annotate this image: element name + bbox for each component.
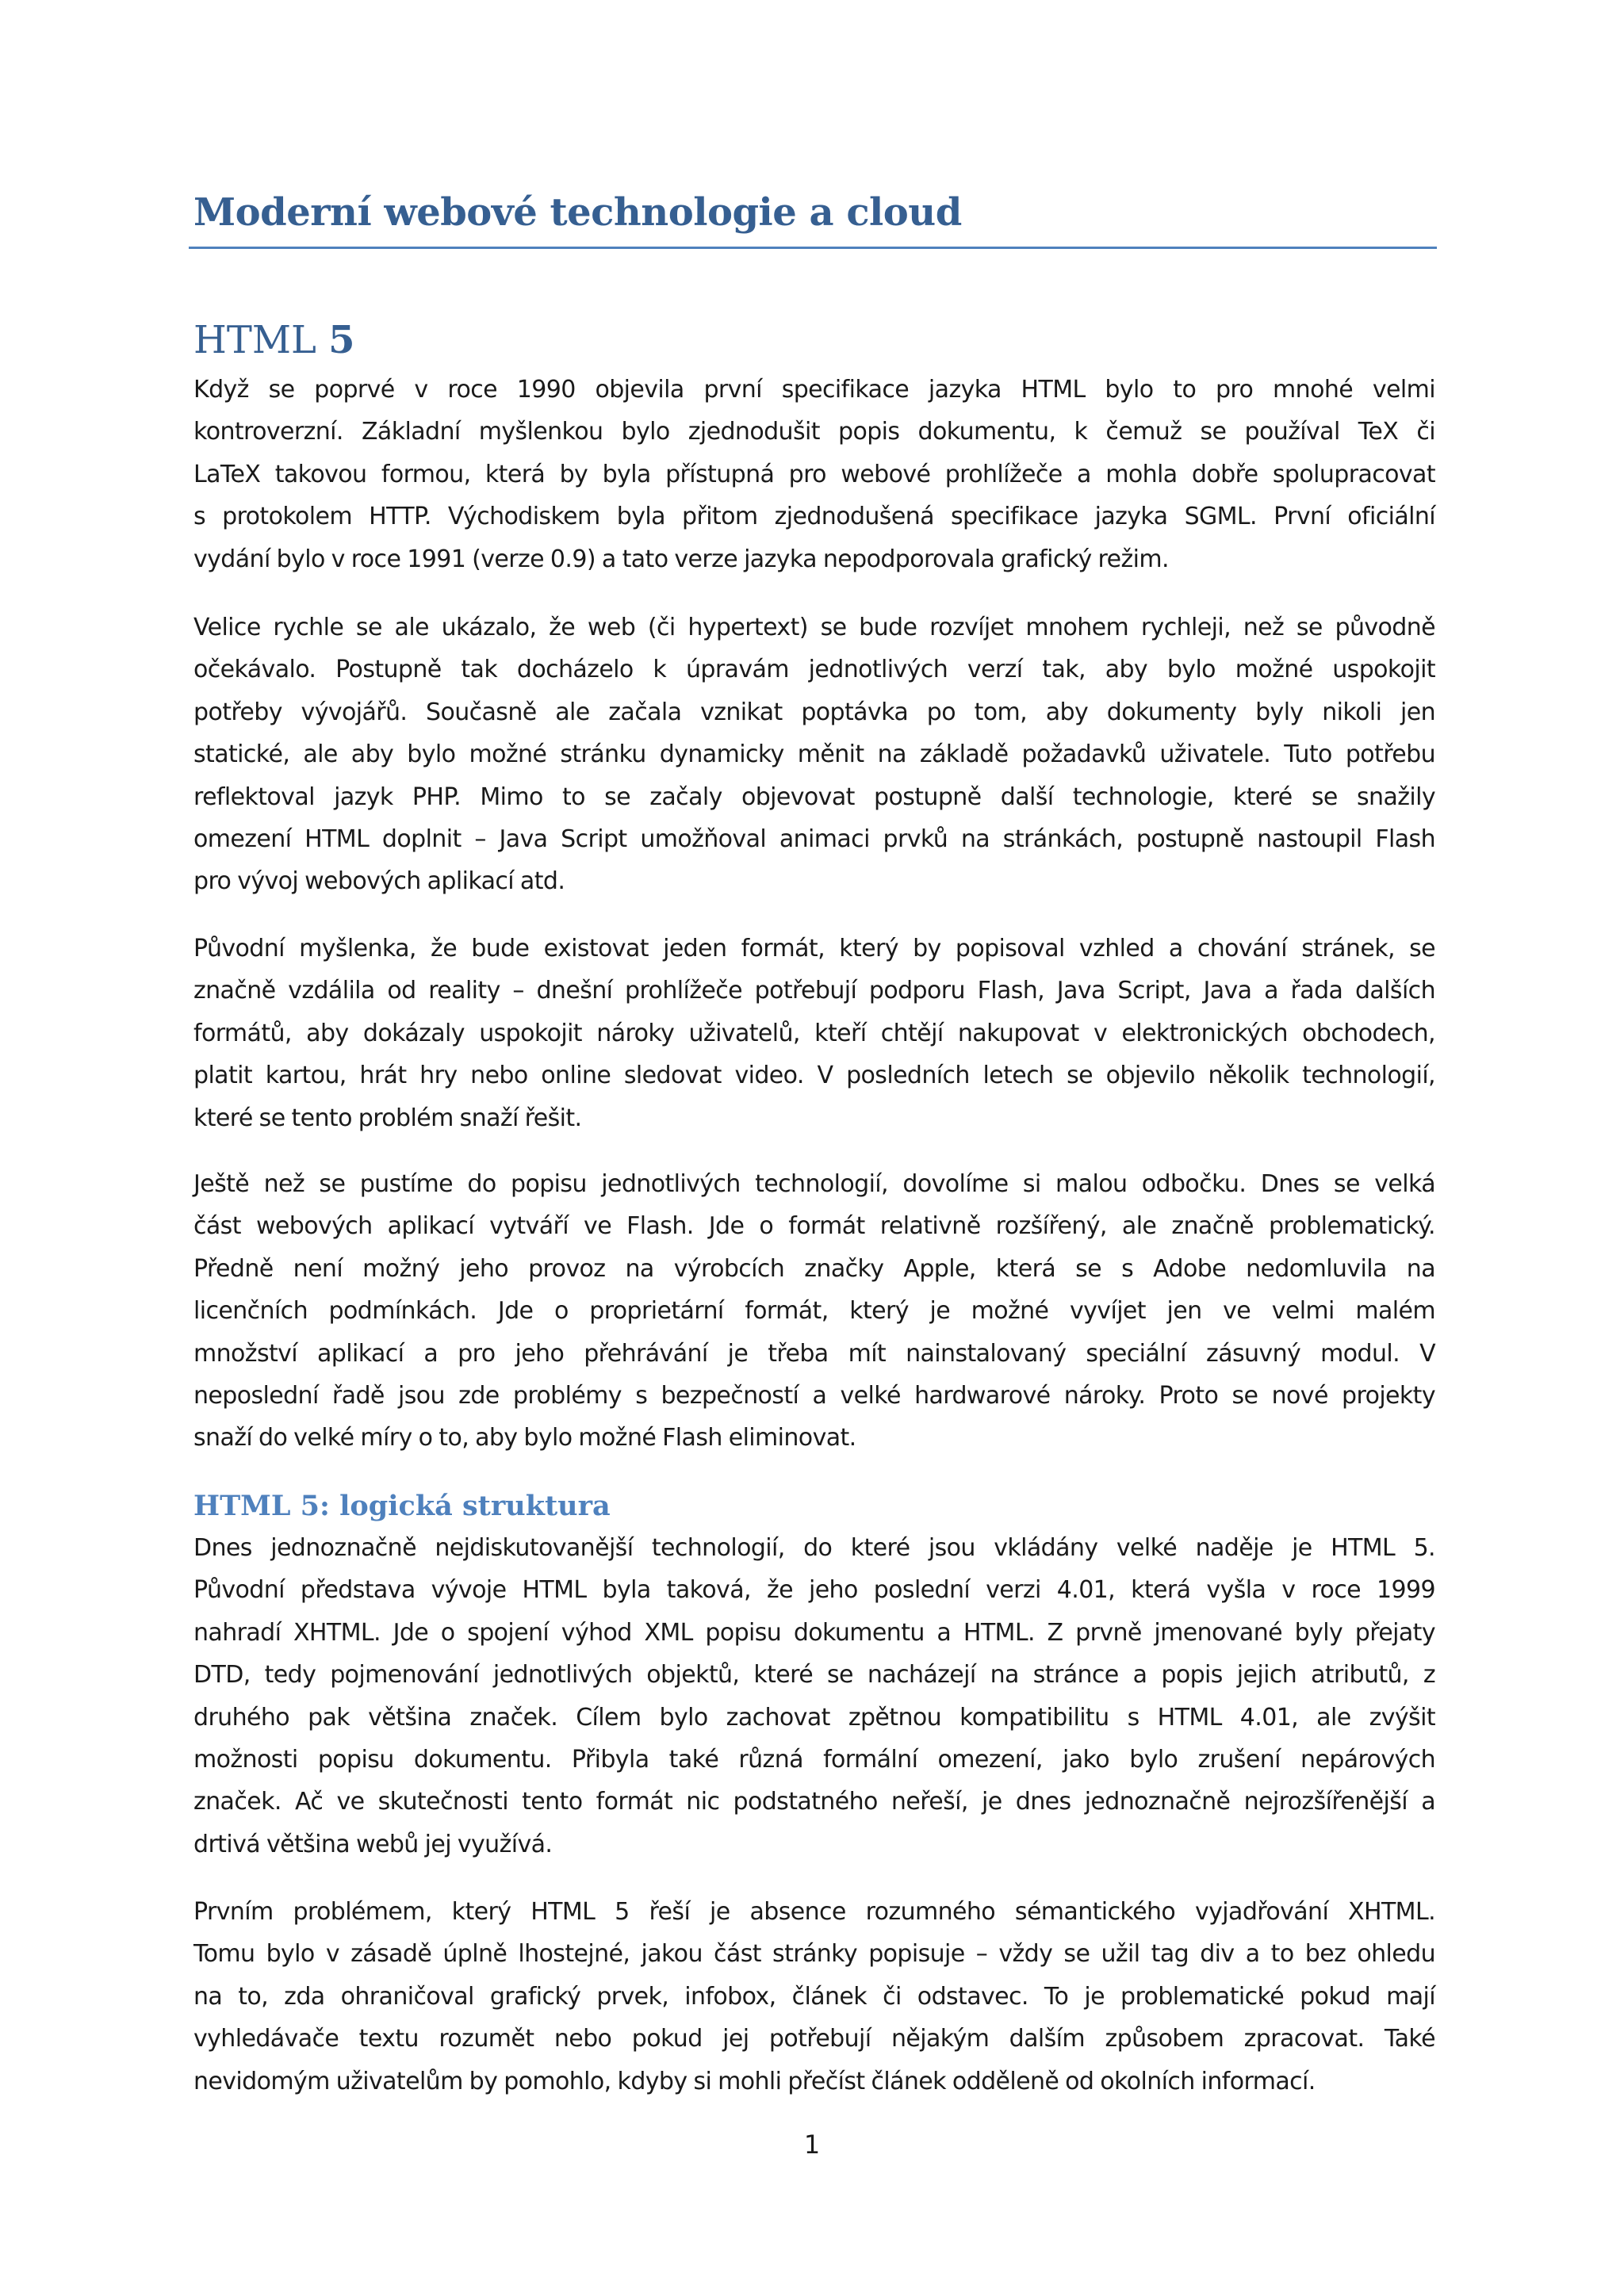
subsection-heading: HTML 5: logická struktura — [193, 1490, 611, 1522]
paragraph-line: potřeby vývojářů. Současně ale začala vznikat poptávka po tom, aby dokumenty byly nikoli jen — [193, 698, 1435, 726]
paragraph-line: nevidomým uživatelům by pomohlo, kdyby si mohli přečíst článek odděleně od okolních informací. — [193, 2067, 1316, 2095]
paragraph-line: pro vývoj webových aplikací atd. — [193, 867, 565, 896]
paragraph — [193, 369, 1435, 580]
section-heading-html5 — [193, 316, 355, 365]
paragraph — [193, 1163, 1435, 1460]
paragraph-line: množství aplikací a pro jeho přehrávání je třeba mít nainstalovaný speciální zásuvný modul. V — [193, 1339, 1435, 1368]
paragraph-line: Prvním problémem, který HTML 5 řeší je absence rozumného sémantického vyjadřování XHTML. — [193, 1898, 1435, 1926]
paragraph-line: Ještě než se pustíme do popisu jednotlivých technologií, dovolíme si malou odbočku. Dnes se velká — [193, 1170, 1435, 1198]
paragraph-line: omezení HTML doplnit – Java Script umožňoval animaci prvků na stránkách, postupně nastoupil Flash — [193, 825, 1435, 854]
paragraph-line: s protokolem HTTP. Východiskem byla přitom zjednodušená specifikace jazyka SGML. První oficiální — [193, 503, 1435, 531]
paragraph — [193, 1891, 1435, 2103]
paragraph-line: vyhledávače textu rozumět nebo pokud jej potřebují nějakým dalším způsobem zpracovat. Také — [193, 2025, 1435, 2053]
paragraph-line: neposlední řadě jsou zde problémy s bezpečností a velké hardwarové nároky. Proto se nové projekty — [193, 1382, 1435, 1410]
paragraph-line: drtivá většina webů jej využívá. — [193, 1830, 553, 1858]
paragraph-line: značně vzdálila od reality – dnešní prohlížeče potřebují podporu Flash, Java Script, Java a řada dalších — [193, 977, 1435, 1005]
paragraph-line: část webových aplikací vytváří ve Flash. Jde o formát relativně rozšířený, ale značně problematický. — [193, 1212, 1435, 1241]
paragraph-line: které se tento problém snaží řešit. — [193, 1104, 582, 1132]
paragraph — [193, 928, 1435, 1139]
paragraph-line: na to, zda ohraničoval grafický prvek, infobox, článek či odstavec. To je problematické pokud mají — [193, 1982, 1435, 2011]
section-heading-text: HTML — [193, 318, 329, 362]
paragraph-line: platit kartou, hrát hry nebo online sledovat video. V posledních letech se objevilo několik technologií, — [193, 1062, 1435, 1090]
paragraph-line: Předně není možný jeho provoz na výrobcích značky Apple, která se s Adobe nedomluvila na — [193, 1254, 1435, 1283]
document-title: Moderní webové technologie a cloud — [193, 190, 962, 235]
paragraph-line: očekávalo. Postupně tak docházelo k úpravám jednotlivých verzí tak, aby bylo možné uspokojit — [193, 656, 1435, 684]
paragraph-line: Velice rychle se ale ukázalo, že web (či hypertext) se bude rozvíjet mnohem rychleji, než se původně — [193, 614, 1435, 641]
title-underline — [189, 247, 1437, 249]
paragraph-line: licenčních podmínkách. Jde o proprietární formát, který je možné vyvíjet jen ve velmi malém — [193, 1297, 1435, 1326]
section-heading-number: 5 — [328, 318, 355, 362]
paragraph-line: Dnes jednoznačně nejdiskutovanější technologií, do které jsou vkládány velké naděje je HTML 5. — [193, 1534, 1435, 1562]
paragraph-line: DTD, tedy pojmenování jednotlivých objektů, které se nacházejí na stránce a popis jejich atributů, z — [193, 1661, 1435, 1689]
paragraph-line: kontroverzní. Základní myšlenkou bylo zjednodušit popis dokumentu, k čemuž se používal TeX či — [193, 418, 1435, 446]
paragraph — [193, 607, 1435, 903]
paragraph-line: Když se poprvé v roce 1990 objevila první specifikace jazyka HTML bylo to pro mnohé velmi — [193, 376, 1435, 404]
paragraph-line: druhého pak většina značek. Cílem bylo zachovat zpětnou kompatibilitu s HTML 4.01, ale zvýšit — [193, 1703, 1435, 1732]
paragraph — [193, 1527, 1435, 1866]
page-number: 1 — [803, 2130, 821, 2160]
paragraph-line: nahradí XHTML. Jde o spojení výhod XML popisu dokumentu a HTML. Z prvně jmenované byly přejaty — [193, 1618, 1435, 1647]
paragraph-line: statické, ale aby bylo možné stránku dynamicky měnit na základě požadavků uživatele. Tuto potřebu — [193, 740, 1435, 769]
paragraph-line: reflektoval jazyk PHP. Mimo to se začaly objevovat postupně další technologie, které se snažily — [193, 783, 1435, 811]
paragraph-line: formátů, aby dokázaly uspokojit nároky uživatelů, kteří chtějí nakupovat v elektronických obchodech, — [193, 1019, 1435, 1047]
paragraph-line: Tomu bylo v zásadě úplně lhostejné, jakou část stránky popisuje – vždy se užil tag div a to bez ohledu — [193, 1940, 1435, 1969]
paragraph-line: značek. Ač ve skutečnosti tento formát nic podstatného neřeší, je dnes jednoznačně nejrozšířenější a — [193, 1788, 1435, 1816]
paragraph-line: snaží do velké míry o to, aby bylo možné Flash eliminovat. — [193, 1424, 856, 1452]
paragraph-line: Původní myšlenka, že bude existovat jeden formát, který by popisoval vzhled a chování stránek, se — [193, 935, 1435, 962]
paragraph-line: LaTeX takovou formou, která by byla přístupná pro webové prohlížeče a mohla dobře spolupracovat — [193, 460, 1435, 488]
paragraph-line: vydání bylo v roce 1991 (verze 0.9) a tato verze jazyka nepodporovala grafický režim. — [193, 545, 1169, 573]
paragraph-line: Původní představa vývoje HTML byla taková, že jeho poslední verzi 4.01, která vyšla v roce 1999 — [193, 1576, 1435, 1605]
paragraph-line: možnosti popisu dokumentu. Přibyla také různá formální omezení, jako bylo zrušení nepárových — [193, 1746, 1435, 1774]
